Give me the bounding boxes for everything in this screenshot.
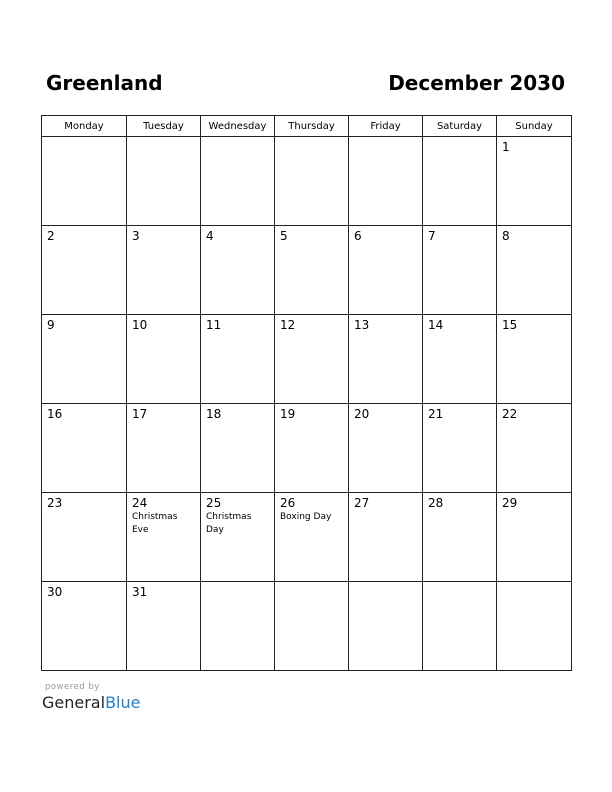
day-cell <box>275 493 349 582</box>
day-cell <box>423 315 497 404</box>
day-number: 10 <box>132 318 148 332</box>
day-number: 12 <box>280 318 296 332</box>
day-cell <box>127 582 201 671</box>
day-number: 15 <box>502 318 518 332</box>
holiday-label: Christmas Eve <box>132 512 178 535</box>
day-cell <box>275 137 349 226</box>
day-cell <box>201 226 275 315</box>
day-cell <box>349 493 423 582</box>
day-cell <box>127 137 201 226</box>
week-row <box>42 315 572 404</box>
day-cell <box>201 137 275 226</box>
day-cell <box>201 315 275 404</box>
day-number: 5 <box>280 229 288 243</box>
weekday-header: Sunday <box>497 116 572 137</box>
day-number: 6 <box>354 229 362 243</box>
day-number: 14 <box>428 318 444 332</box>
day-cell <box>127 404 201 493</box>
powered-by-text: powered by <box>45 682 100 692</box>
day-cell <box>497 226 572 315</box>
day-number: 11 <box>206 318 222 332</box>
day-cell <box>275 404 349 493</box>
day-number: 21 <box>428 407 444 421</box>
day-number: 30 <box>47 585 63 599</box>
day-number: 25 <box>206 496 222 510</box>
day-cell <box>497 582 572 671</box>
week-row <box>42 137 572 226</box>
day-cell <box>127 315 201 404</box>
weekday-header: Friday <box>349 116 423 137</box>
day-number: 20 <box>354 407 370 421</box>
day-cell <box>275 315 349 404</box>
weekday-header: Monday <box>42 116 127 137</box>
day-number: 18 <box>206 407 222 421</box>
day-number: 17 <box>132 407 148 421</box>
calendar-grid <box>41 115 572 671</box>
day-cell <box>423 404 497 493</box>
day-number: 28 <box>428 496 444 510</box>
day-cell <box>423 226 497 315</box>
day-cell <box>201 404 275 493</box>
day-number: 27 <box>354 496 370 510</box>
generalblue-logo <box>42 693 140 713</box>
holiday-label: Christmas Day <box>206 512 252 535</box>
day-cell <box>497 137 572 226</box>
day-cell <box>423 582 497 671</box>
day-number: 26 <box>280 496 296 510</box>
day-cell <box>42 137 127 226</box>
day-number: 1 <box>502 140 510 154</box>
day-number: 22 <box>502 407 518 421</box>
day-cell <box>201 582 275 671</box>
day-number: 13 <box>354 318 370 332</box>
day-cell <box>201 493 275 582</box>
brand-blue: Blue <box>105 693 141 712</box>
week-row <box>42 226 572 315</box>
weekday-header: Saturday <box>423 116 497 137</box>
week-row <box>42 493 572 582</box>
day-cell <box>497 315 572 404</box>
day-number: 24 <box>132 496 148 510</box>
brand-general: General <box>42 693 106 712</box>
day-cell <box>275 226 349 315</box>
weekday-header: Wednesday <box>201 116 275 137</box>
day-number: 3 <box>132 229 140 243</box>
page-title-month-year: December 2030 <box>388 71 565 95</box>
page-title-country: Greenland <box>46 71 163 95</box>
day-number: 8 <box>502 229 510 243</box>
day-cell <box>423 137 497 226</box>
day-cell <box>42 404 127 493</box>
day-cell <box>349 582 423 671</box>
day-number: 2 <box>47 229 55 243</box>
day-number: 7 <box>428 229 436 243</box>
day-number: 29 <box>502 496 518 510</box>
day-cell <box>42 315 127 404</box>
day-cell <box>275 582 349 671</box>
day-number: 31 <box>132 585 148 599</box>
footer-branding <box>42 681 140 713</box>
weekday-header: Tuesday <box>127 116 201 137</box>
day-cell <box>497 493 572 582</box>
holiday-label: Boxing Day <box>280 512 332 522</box>
day-cell <box>42 226 127 315</box>
day-cell <box>127 226 201 315</box>
day-number: 4 <box>206 229 214 243</box>
day-number: 19 <box>280 407 296 421</box>
day-cell <box>349 226 423 315</box>
weekday-header: Thursday <box>275 116 349 137</box>
day-number: 23 <box>47 496 63 510</box>
day-cell <box>349 404 423 493</box>
day-cell <box>42 493 127 582</box>
week-row <box>42 404 572 493</box>
day-cell <box>127 493 201 582</box>
day-cell <box>42 582 127 671</box>
day-number: 9 <box>47 318 55 332</box>
day-cell <box>349 137 423 226</box>
day-number: 16 <box>47 407 63 421</box>
weekday-header-row <box>42 116 572 137</box>
day-cell <box>497 404 572 493</box>
day-cell <box>349 315 423 404</box>
day-cell <box>423 493 497 582</box>
week-row <box>42 582 572 671</box>
